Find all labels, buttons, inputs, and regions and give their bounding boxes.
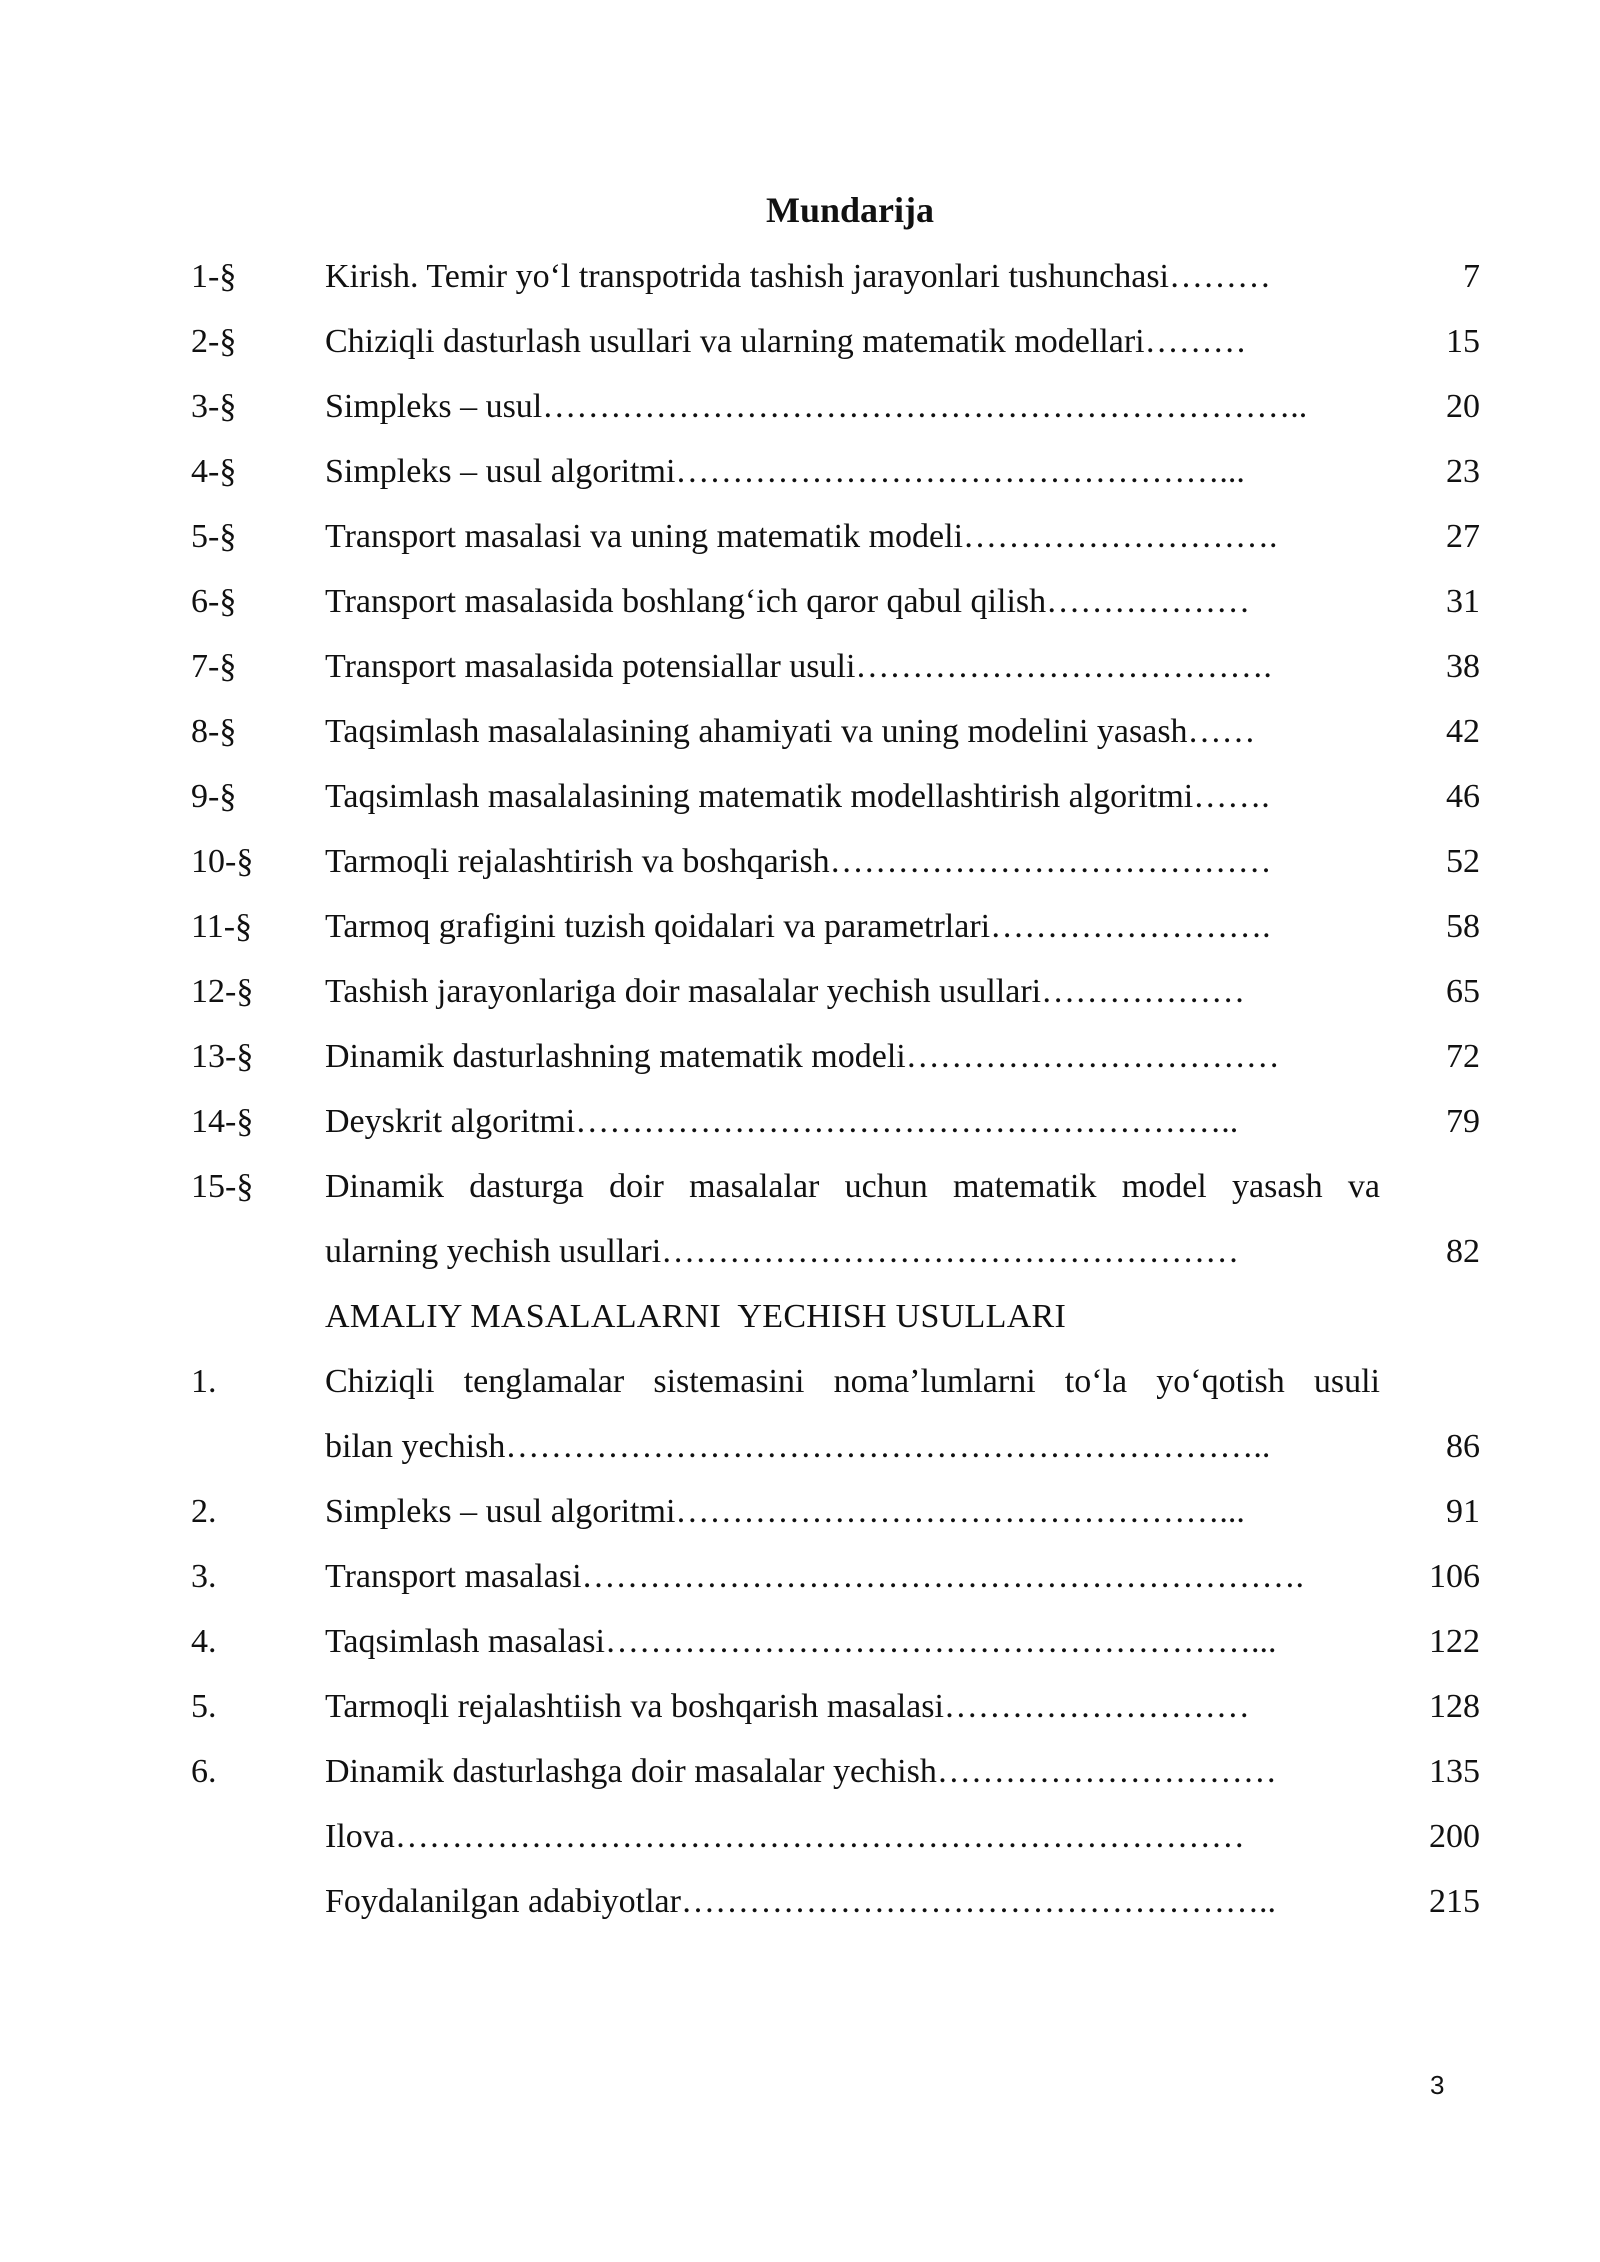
toc-entry[interactable]	[0, 1360, 1600, 1425]
toc-entry[interactable]	[0, 1165, 1600, 1230]
toc-entry[interactable]	[0, 775, 1600, 840]
table-of-contents	[0, 255, 1600, 1945]
entry-title: Transport masalasida potensiallar usuli……………………………….	[325, 648, 1272, 685]
entry-page: 135	[1429, 1753, 1480, 1790]
entry-page: 82	[1446, 1233, 1480, 1270]
entry-title: Taqsimlash masalalasining ahamiyati va uning modelini yasash……	[325, 713, 1256, 750]
toc-entry[interactable]	[0, 1100, 1600, 1165]
entry-number: 2-§	[191, 323, 237, 360]
entry-number: 4-§	[191, 453, 237, 490]
entry-page: 91	[1446, 1493, 1480, 1530]
entry-page: 128	[1429, 1688, 1480, 1725]
entry-title-line1: Chiziqli tenglamalar sistemasini noma’lumlarni to‘la yo‘qotish usuli	[325, 1363, 1380, 1400]
entry-page: 31	[1446, 583, 1480, 620]
entry-title: Transport masalasida boshlang‘ich qaror qabul qilish………………	[325, 583, 1251, 620]
entry-number: 3.	[191, 1558, 217, 1595]
entry-title: Tarmoq grafigini tuzish qoidalari va parametrlari…………………….	[325, 908, 1271, 945]
toc-entry[interactable]	[0, 385, 1600, 450]
entry-title: Kirish. Temir yo‘l transpotrida tashish jarayonlari tushunchasi………	[325, 258, 1271, 295]
entry-page: 38	[1446, 648, 1480, 685]
entry-page: 20	[1446, 388, 1480, 425]
entry-title: Simpleks – usul…………………………………………………………..	[325, 388, 1308, 425]
toc-entry[interactable]	[0, 1490, 1600, 1555]
toc-entry[interactable]	[0, 1620, 1600, 1685]
entry-title: Simpleks – usul algoritmi…………………………………………...	[325, 453, 1245, 490]
toc-entry-continuation[interactable]	[0, 1230, 1600, 1295]
toc-entry[interactable]	[0, 710, 1600, 775]
entry-number: 4.	[191, 1623, 217, 1660]
entry-page: 106	[1429, 1558, 1480, 1595]
entry-page: 72	[1446, 1038, 1480, 1075]
entry-title: Transport masalasi……………………………………………………….	[325, 1558, 1305, 1595]
toc-entry[interactable]	[0, 1815, 1600, 1880]
entry-number: 1.	[191, 1363, 217, 1400]
toc-entry[interactable]	[0, 255, 1600, 320]
entry-number: 12-§	[191, 973, 254, 1010]
toc-entry[interactable]	[0, 905, 1600, 970]
entry-title: Transport masalasi va uning matematik modeli……………………….	[325, 518, 1278, 555]
entry-number: 1-§	[191, 258, 237, 295]
entry-title: Deyskrit algoritmi…………………………………………………..	[325, 1103, 1239, 1140]
entry-title-line2: ularning yechish usullari……………………………………………	[325, 1233, 1240, 1270]
toc-entry[interactable]	[0, 1035, 1600, 1100]
entry-number: 2.	[191, 1493, 217, 1530]
entry-title-line2: bilan yechish…………………………………………………………..	[325, 1428, 1271, 1465]
entry-page: 200	[1429, 1818, 1480, 1855]
entry-page: 15	[1446, 323, 1480, 360]
page-number: 3	[1430, 2070, 1445, 2100]
toc-entry[interactable]	[0, 515, 1600, 580]
toc-entry[interactable]	[0, 1880, 1600, 1945]
entry-number: 10-§	[191, 843, 254, 880]
entry-title: Foydalanilgan adabiyotlar……………………………………………..	[325, 1883, 1276, 1920]
entry-number: 14-§	[191, 1103, 254, 1140]
entry-page: 86	[1446, 1428, 1480, 1465]
entry-number: 3-§	[191, 388, 237, 425]
entry-title: Taqsimlash masalalasining matematik modellashtirish algoritmi…….	[325, 778, 1270, 815]
toc-entry-continuation[interactable]	[0, 1425, 1600, 1490]
entry-number: 6-§	[191, 583, 237, 620]
section-heading: AMALIY MASALALARNI YECHISH USULLARI	[325, 1298, 1067, 1335]
entry-page: 65	[1446, 973, 1480, 1010]
toc-entry[interactable]	[0, 970, 1600, 1035]
entry-title: Tarmoqli rejalashtiish va boshqarish masalasi………………………	[325, 1688, 1250, 1725]
entry-number: 8-§	[191, 713, 237, 750]
page-title: Mundarija	[765, 190, 934, 230]
entry-page: 58	[1446, 908, 1480, 945]
entry-title: Tarmoqli rejalashtirish va boshqarish…………………………………	[325, 843, 1272, 880]
entry-number: 15-§	[191, 1168, 254, 1205]
entry-page: 52	[1446, 843, 1480, 880]
entry-number: 13-§	[191, 1038, 254, 1075]
entry-title: Dinamik dasturlashning matematik modeli……………………………	[325, 1038, 1280, 1075]
entry-title: Simpleks – usul algoritmi…………………………………………...	[325, 1493, 1245, 1530]
toc-entry[interactable]	[0, 645, 1600, 710]
entry-number: 5.	[191, 1688, 217, 1725]
entry-number: 6.	[191, 1753, 217, 1790]
entry-page: 215	[1429, 1883, 1480, 1920]
toc-entry[interactable]	[0, 580, 1600, 645]
entry-title: Ilova…………………………………………………………………	[325, 1818, 1245, 1855]
toc-entry[interactable]	[0, 1750, 1600, 1815]
entry-page: 79	[1446, 1103, 1480, 1140]
entry-page: 42	[1446, 713, 1480, 750]
toc-entry[interactable]	[0, 1685, 1600, 1750]
entry-number: 9-§	[191, 778, 237, 815]
toc-entry[interactable]	[0, 1555, 1600, 1620]
toc-entry[interactable]	[0, 450, 1600, 515]
entry-title: Chiziqli dasturlash usullari va ularning matematik modellari………	[325, 323, 1247, 360]
entry-number: 7-§	[191, 648, 237, 685]
entry-title: Tashish jarayonlariga doir masalalar yechish usullari………………	[325, 973, 1246, 1010]
section-heading-row	[0, 1295, 1600, 1360]
entry-title-line1: Dinamik dasturga doir masalalar uchun matematik model yasash va	[325, 1168, 1380, 1205]
entry-page: 7	[1463, 258, 1480, 295]
entry-page: 46	[1446, 778, 1480, 815]
entry-number: 11-§	[191, 908, 253, 945]
entry-page: 122	[1429, 1623, 1480, 1660]
entry-page: 23	[1446, 453, 1480, 490]
toc-entry[interactable]	[0, 320, 1600, 385]
toc-entry[interactable]	[0, 840, 1600, 905]
entry-title: Dinamik dasturlashga doir masalalar yechish…………………………	[325, 1753, 1277, 1790]
entry-title: Taqsimlash masalasi…………………………………………………...	[325, 1623, 1277, 1660]
entry-number: 5-§	[191, 518, 237, 555]
entry-page: 27	[1446, 518, 1480, 555]
